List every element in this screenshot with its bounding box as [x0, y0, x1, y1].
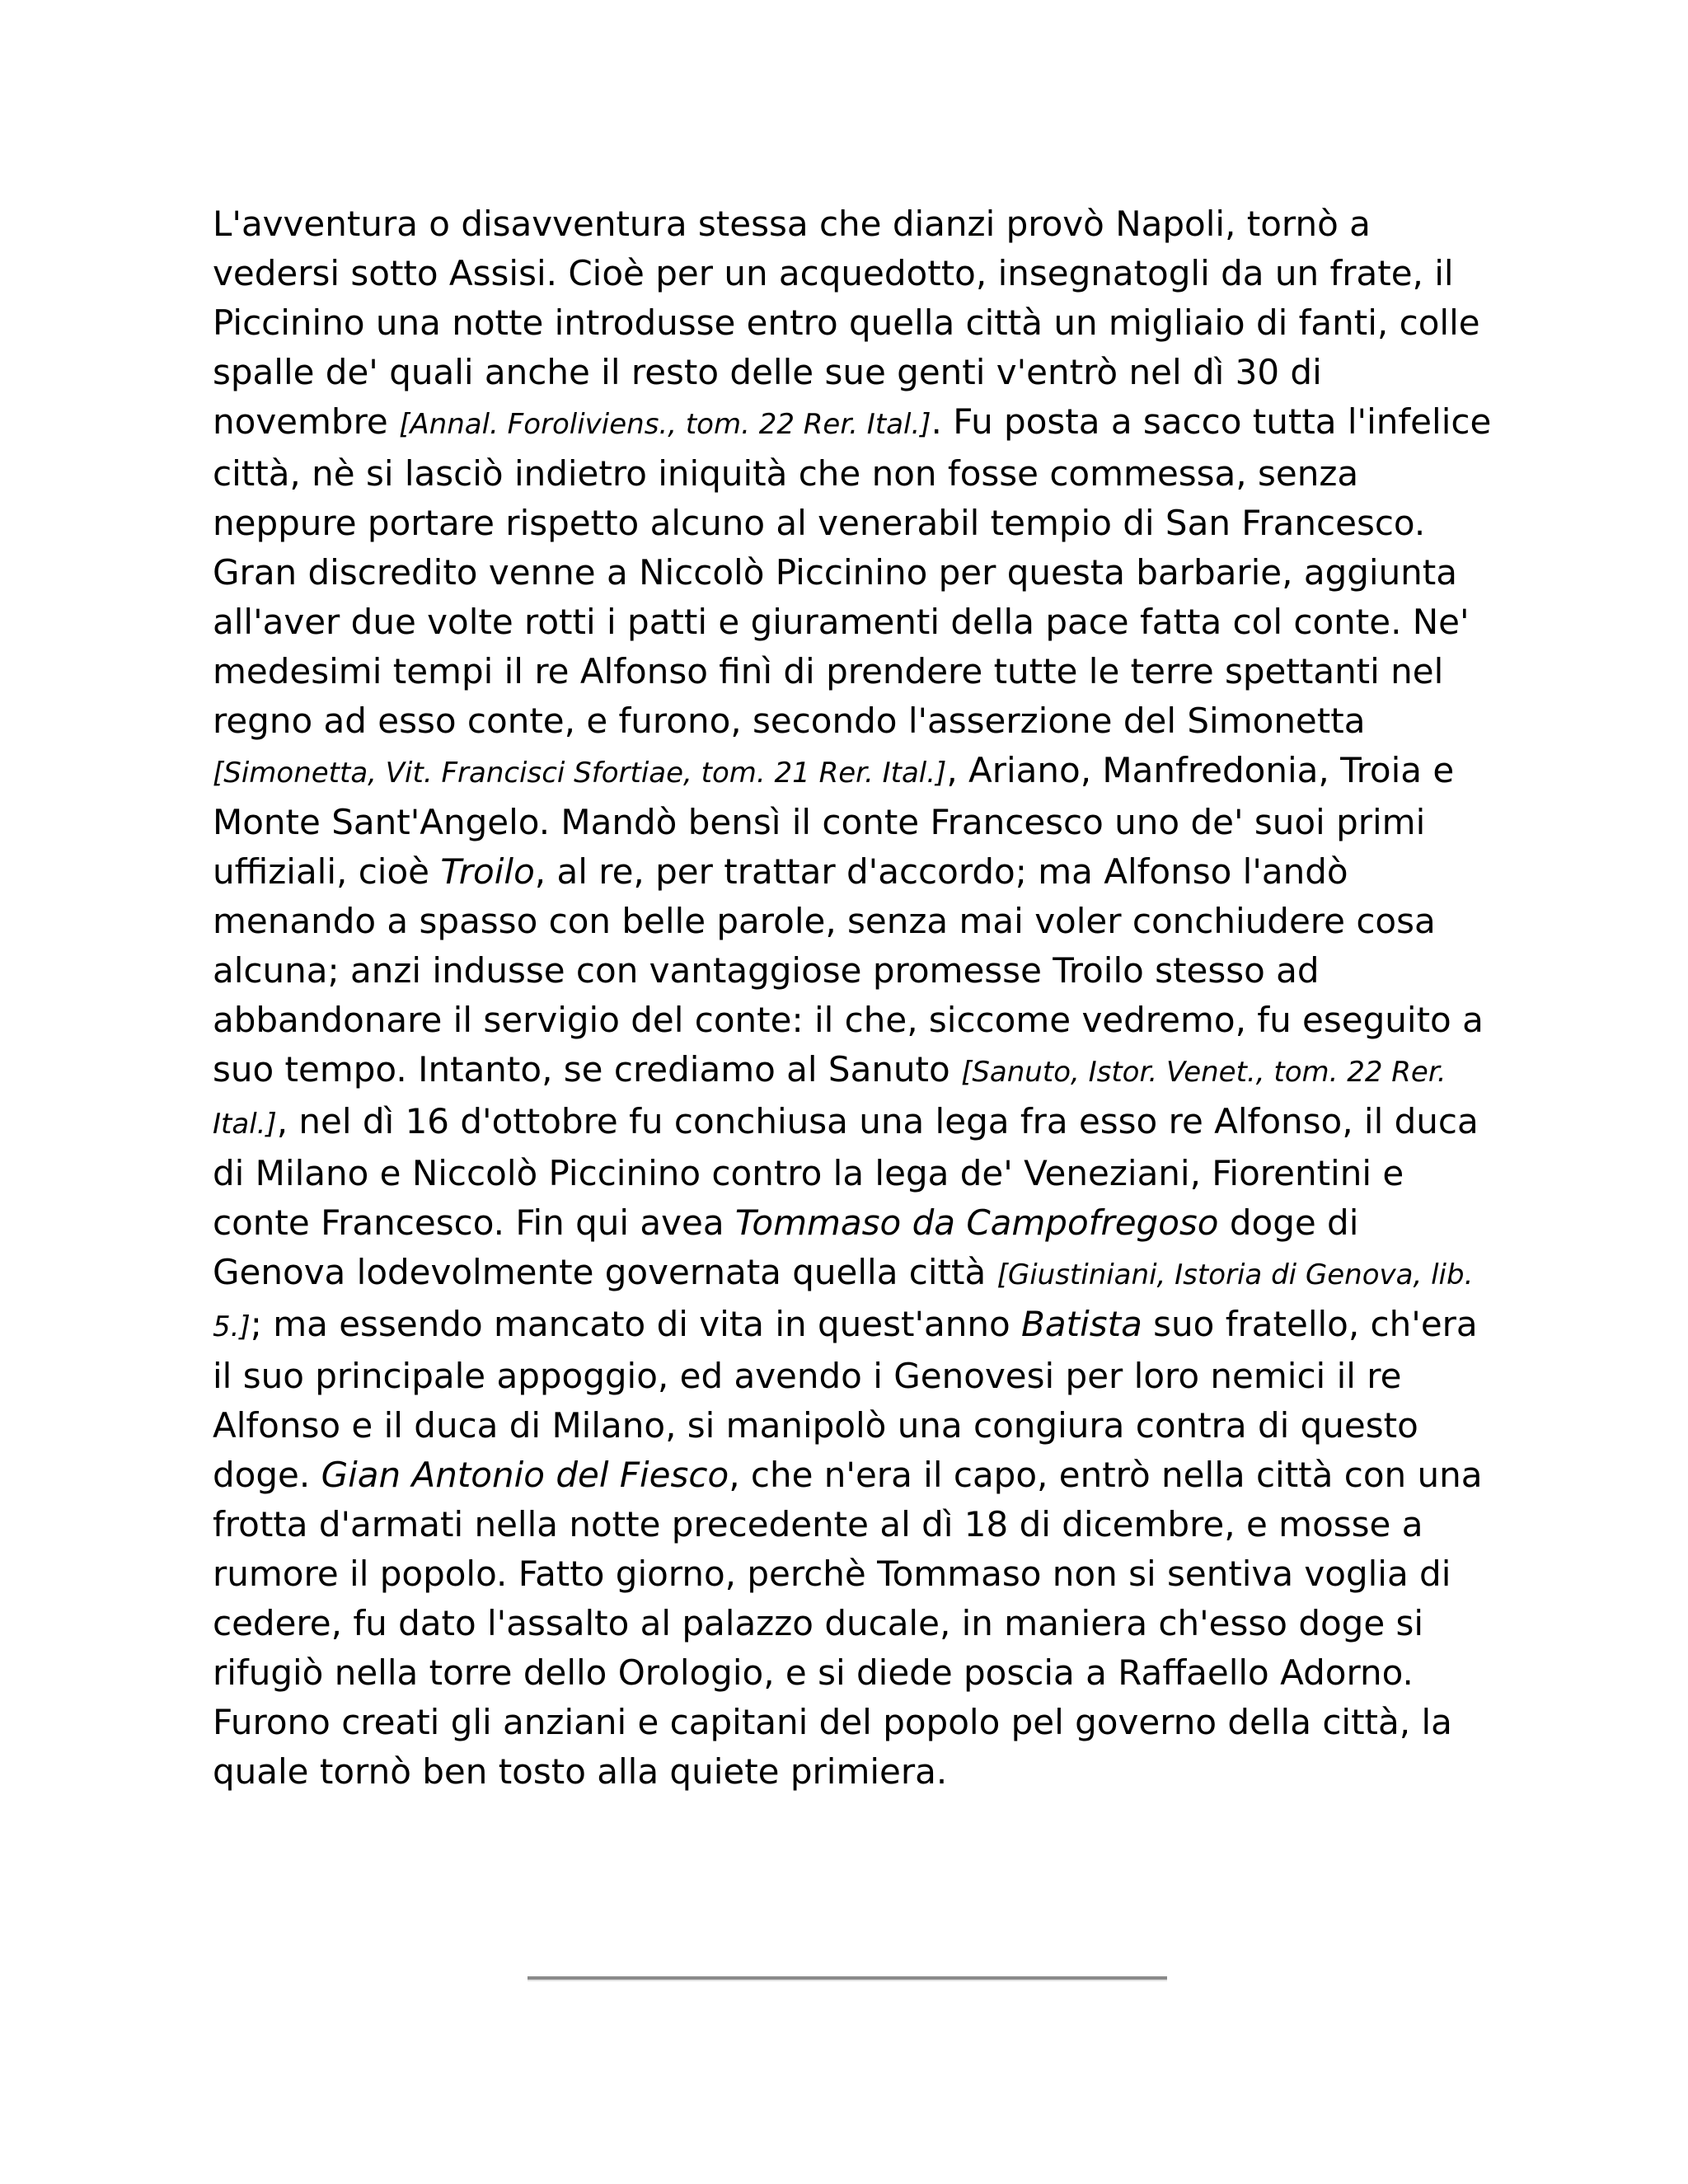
- text-run: , Ariano, Manfredonia, Troia e Monte Sant'Angelo. Mandò bensì il conte Francesco uno de' suoi primi uffiziali, cioè: [213, 750, 1455, 892]
- text-run: ; ma essendo mancato di vita in quest'anno: [250, 1304, 1022, 1344]
- text-run: L'avventura o disavventura stessa che dianzi provò Napoli, tornò a vedersi sotto Assisi. Cioè per un acquedotto, insegnatogli da un frate, il Piccinino una notte introdusse entro quella città un migliaio di fanti, colle spalle de' quali anche il resto delle sue genti v'entrò nel dì 30 di novembre: [213, 204, 1480, 442]
- emphasized-name: Batista: [1021, 1304, 1142, 1344]
- text-run: . Fu posta a sacco tutta l'infelice città, nè si lasciò indietro iniquità che non fosse commessa, senza neppure portare rispetto alcuno al venerabil tempio di San Francesco. Gran discredito venne a Niccolò Piccinino per questa barbarie, aggiunta all'aver due volte rotti i patti e giuramenti della pace fatta col conte. Ne' medesimi tempi il re Alfonso finì di prendere tutte le terre spettanti nel regno ad esso conte, e furono, secondo l'asserzione del Simonetta: [213, 401, 1492, 741]
- horizontal-rule: [528, 1976, 1167, 1981]
- citation: [Annal. Foroliviens., tom. 22 Rer. Ital.]: [399, 408, 931, 441]
- text-run: , nel dì 16 d'ottobre fu conchiusa una lega fra esso re Alfonso, il duca di Milano e Niccolò Piccinino contro la lega de' Veneziani, Fiorentini e conte Francesco. Fin qui avea: [213, 1101, 1479, 1243]
- text-run: suo fratello, ch'era il suo principale appoggio, ed avendo i Genovesi per loro nemici il re Alfonso e il duca di Milano, si manipolò una congiura contra di questo doge.: [213, 1304, 1478, 1495]
- text-run: , al re, per trattar d'accordo; ma Alfonso l'andò menando a spasso con belle parole, senza mai voler conchiudere cosa alcuna; anzi indusse con vantaggiose promesse Troilo stesso ad abbandonare il servigio del conte: il che, siccome vedremo, fu eseguito a suo tempo. Intanto, se crediamo al Sanuto: [213, 851, 1484, 1090]
- document-page: [213, 199, 1498, 1797]
- emphasized-name: Troilo: [440, 851, 535, 892]
- body-paragraph: [213, 199, 1498, 1797]
- citation: [Giustiniani, Istoria di Genova, lib. 5.]: [213, 1258, 1474, 1343]
- text-run: , che n'era il capo, entrò nella città con una frotta d'armati nella notte precedente al dì 18 di dicembre, e mosse a rumore il popolo. Fatto giorno, perchè Tommaso non si sentiva voglia di cedere, fu dato l'assalto al palazzo ducale, in maniera ch'esso doge si rifugiò nella torre dello Orologio, e si diede poscia a Raffaello Adorno. Furono creati gli anziani e capitani del popolo pel governo della città, la quale tornò ben tosto alla quiete primiera.: [213, 1455, 1483, 1792]
- citation: [Sanuto, Istor. Venet., tom. 22 Rer. Ital.]: [213, 1056, 1447, 1141]
- emphasized-name: Tommaso da Campofregoso: [734, 1202, 1219, 1243]
- citation: [Simonetta, Vit. Francisci Sfortiae, tom. 21 Rer. Ital.]: [213, 757, 947, 790]
- text-run: doge di Genova lodevolmente governata quella città: [213, 1202, 1359, 1292]
- emphasized-name: Gian Antonio del Fiesco: [321, 1455, 729, 1495]
